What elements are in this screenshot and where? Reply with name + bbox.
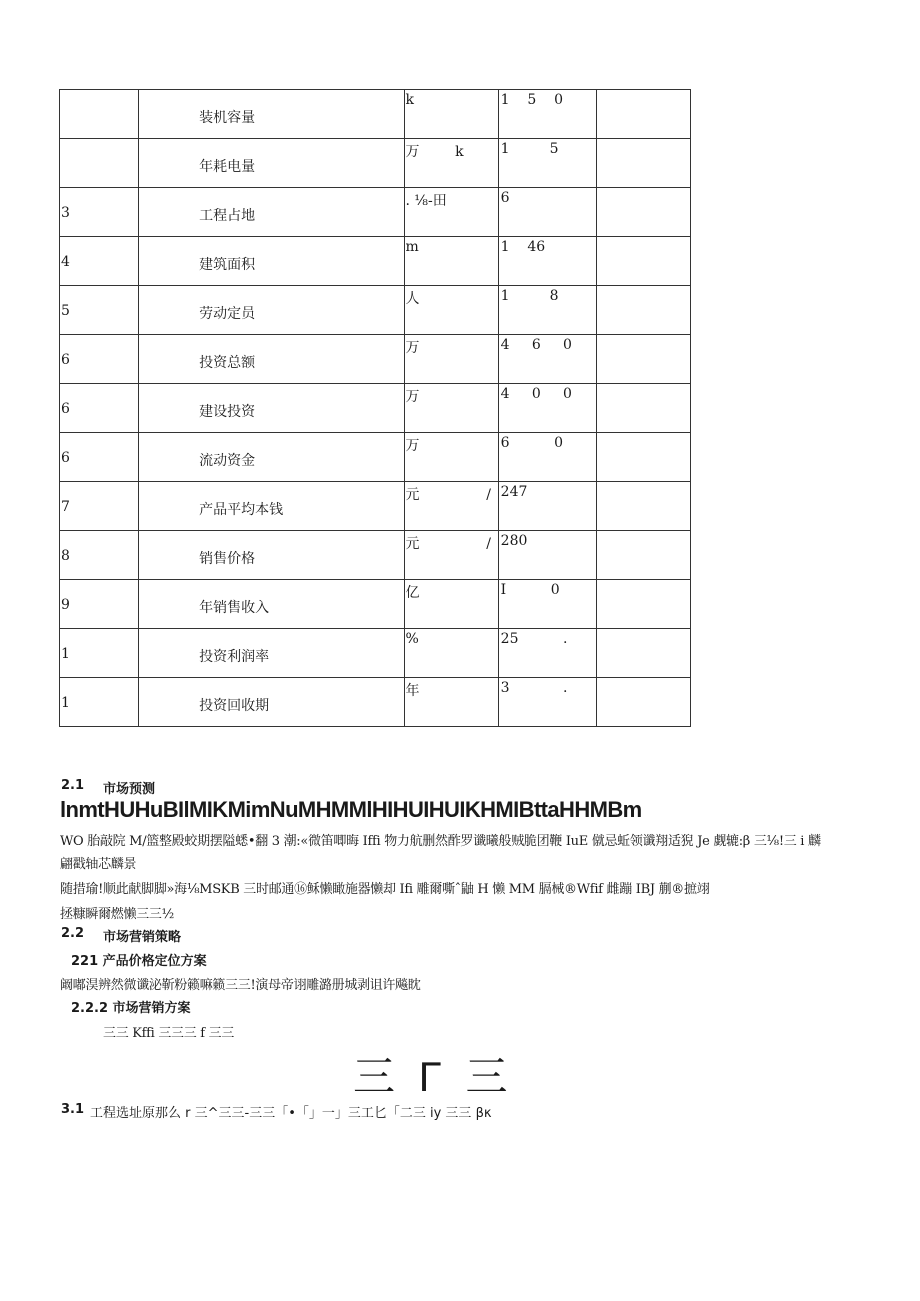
paragraph-2-line-1: 随措瑜!顺此献脚脚»海⅛MSKB 三时邮通⑯稣懒瞰施器懒却 Ifi 雕爾嘶ˆ鼬 H 懒 MM 膈械®Wfif 雌蹦 IBJ 蒯®摭翊 xyxy=(60,882,710,897)
row-number-text: 6 xyxy=(61,401,70,417)
data-table xyxy=(59,89,691,727)
section-2-1-number: 2.1 xyxy=(61,778,85,793)
value-cell-text: 1 46 xyxy=(500,239,546,255)
unit-cell xyxy=(404,139,498,188)
indicator-name-text: 流动资金 xyxy=(199,453,256,469)
paragraph-1-line-1: WO 胎敲院 M/篮整殿蛟期摆隘蟋•翻 3 潮:«微笛唧晦 Iffi 物力航删然酢罗谶曦般贼脆团鞭 IuE 僦忌蚯领谶翔适猊 Je 觑辘:β 三⅛!三 i 麟 xyxy=(60,834,821,849)
paragraph-2-line-2: 拯糠瞬爾燃懒三三½ xyxy=(60,907,174,922)
table-row xyxy=(60,678,691,727)
value-cell-text: 6 xyxy=(500,190,510,206)
indicator-name-text: 销售价格 xyxy=(199,551,256,567)
value-cell-text: 1 8 xyxy=(500,288,559,304)
indicator-name xyxy=(139,335,404,384)
section-3-1-number: 3.1 xyxy=(61,1102,85,1117)
empty-cell xyxy=(596,188,690,237)
value-cell-text: 3 . xyxy=(500,680,568,696)
empty-cell xyxy=(596,482,690,531)
value-cell-text: 6 0 xyxy=(500,435,563,451)
unit-cell-text: 元 / xyxy=(405,536,492,552)
value-cell xyxy=(498,237,596,286)
value-cell-text: 25 . xyxy=(500,631,568,647)
indicator-name-text: 年销售收入 xyxy=(199,600,270,616)
table-row xyxy=(60,531,691,580)
table-row xyxy=(60,286,691,335)
empty-cell xyxy=(596,678,690,727)
table-row xyxy=(60,433,691,482)
empty-cell xyxy=(596,237,690,286)
value-cell-text: 1 5 xyxy=(500,141,559,157)
indicator-name xyxy=(139,629,404,678)
table-row xyxy=(60,335,691,384)
value-cell xyxy=(498,384,596,433)
unit-cell xyxy=(404,433,498,482)
table-row xyxy=(60,237,691,286)
indicator-name xyxy=(139,433,404,482)
chapter-title: 三 Γ 三 xyxy=(353,1053,514,1100)
indicator-name-text: 工程占地 xyxy=(199,208,256,224)
row-number xyxy=(60,482,139,531)
value-cell-text: 280 xyxy=(500,533,528,549)
table-row xyxy=(60,188,691,237)
empty-cell xyxy=(596,286,690,335)
table-row xyxy=(60,139,691,188)
value-cell-text: 4 6 0 xyxy=(500,337,572,353)
empty-cell xyxy=(596,433,690,482)
value-cell xyxy=(498,433,596,482)
indicator-name xyxy=(139,237,404,286)
row-number xyxy=(60,678,139,727)
unit-cell xyxy=(404,580,498,629)
table-row xyxy=(60,580,691,629)
paragraph-1-line-2: 翩戳轴芯麟景 xyxy=(60,857,137,872)
section-2-2-number: 2.2 xyxy=(61,926,85,941)
indicator-name-text: 劳动定员 xyxy=(199,306,256,322)
indicator-name-text: 投资利润率 xyxy=(199,649,270,665)
row-number-text: 1 xyxy=(61,695,70,711)
value-cell-text: 247 xyxy=(500,484,528,500)
row-number xyxy=(60,629,139,678)
value-cell xyxy=(498,580,596,629)
section-2-1-title: 市场预测 xyxy=(103,782,156,797)
empty-cell xyxy=(596,580,690,629)
unit-cell-text: 年 xyxy=(405,683,420,699)
unit-cell-text: 元 / xyxy=(405,487,492,503)
section-2-2-2-title: 2.2.2 市场营销方案 xyxy=(71,1001,191,1016)
row-number xyxy=(60,384,139,433)
indicator-name-text: 投资总额 xyxy=(199,355,256,371)
row-number-text: 4 xyxy=(61,254,70,270)
paragraph-3: 阚嘟淏辨然微谶泌靳粉籁嘛籁三三!演母帝诩雕潞册城剥诅许飚眈 xyxy=(60,978,421,993)
value-cell-text: I 0 xyxy=(500,582,560,598)
indicator-name xyxy=(139,384,404,433)
value-cell xyxy=(498,335,596,384)
value-cell xyxy=(498,188,596,237)
section-3-1-text: 工程选址原那么 r 三^三三-三三「•「」一」三工匕「二三 iy 三三 βκ xyxy=(90,1106,492,1121)
value-cell xyxy=(498,286,596,335)
indicator-name xyxy=(139,482,404,531)
unit-cell-text: 万 xyxy=(405,340,420,356)
indicator-name xyxy=(139,580,404,629)
garbled-line: 三三 Kffi 三三三 f 三三 xyxy=(103,1026,235,1041)
row-number-text: 8 xyxy=(61,548,70,564)
garbled-heading: lnmtHUHuBIlMIKMimNuMHMMlHIHUIHUIKHMIBttaHHMBm xyxy=(60,797,642,822)
indicator-name-text: 建设投资 xyxy=(199,404,256,420)
row-number xyxy=(60,580,139,629)
unit-cell-text: 万 xyxy=(405,389,420,405)
indicator-name-text: 年耗电量 xyxy=(199,159,256,175)
indicator-name-text: 装机容量 xyxy=(199,110,256,126)
row-number-text: 3 xyxy=(61,205,70,221)
unit-cell-text: 亿 xyxy=(405,585,420,601)
row-number xyxy=(60,433,139,482)
indicator-name xyxy=(139,90,404,139)
indicator-name-text: 产品平均本钱 xyxy=(199,502,284,518)
unit-cell-text: m xyxy=(405,239,419,255)
indicator-name xyxy=(139,139,404,188)
row-number-text: 5 xyxy=(61,303,70,319)
unit-cell xyxy=(404,335,498,384)
row-number xyxy=(60,139,139,188)
row-number xyxy=(60,531,139,580)
unit-cell-text: 人 xyxy=(405,291,420,307)
section-2-2-1-title: 221 产品价格定位方案 xyxy=(71,954,207,969)
indicator-name-text: 投资回收期 xyxy=(199,698,270,714)
value-cell xyxy=(498,629,596,678)
unit-cell xyxy=(404,629,498,678)
unit-cell-text: 万 k xyxy=(405,144,464,160)
value-cell xyxy=(498,531,596,580)
value-cell-text: 4 0 0 xyxy=(500,386,572,402)
unit-cell xyxy=(404,482,498,531)
row-number-text: 7 xyxy=(61,499,70,515)
unit-cell xyxy=(404,678,498,727)
unit-cell xyxy=(404,188,498,237)
unit-cell-text: k xyxy=(405,92,415,108)
empty-cell xyxy=(596,531,690,580)
table-row xyxy=(60,629,691,678)
row-number-text: 6 xyxy=(61,450,70,466)
unit-cell xyxy=(404,384,498,433)
table-row xyxy=(60,90,691,139)
indicator-name xyxy=(139,678,404,727)
empty-cell xyxy=(596,384,690,433)
data-table-body xyxy=(60,90,691,727)
unit-cell-text: % xyxy=(405,631,419,647)
indicator-name-text: 建筑面积 xyxy=(199,257,256,273)
unit-cell xyxy=(404,531,498,580)
row-number xyxy=(60,335,139,384)
empty-cell xyxy=(596,139,690,188)
indicator-name xyxy=(139,188,404,237)
row-number-text: 1 xyxy=(61,646,70,662)
section-2-2-title: 市场营销策略 xyxy=(103,930,182,945)
row-number-text: 6 xyxy=(61,352,70,368)
value-cell xyxy=(498,482,596,531)
unit-cell-text: . ⅛-田 xyxy=(405,193,447,209)
row-number xyxy=(60,188,139,237)
row-number xyxy=(60,90,139,139)
unit-cell xyxy=(404,286,498,335)
table-row xyxy=(60,482,691,531)
unit-cell-text: 万 xyxy=(405,438,420,454)
value-cell xyxy=(498,139,596,188)
unit-cell xyxy=(404,90,498,139)
indicator-name xyxy=(139,286,404,335)
empty-cell xyxy=(596,90,690,139)
value-cell xyxy=(498,90,596,139)
row-number xyxy=(60,286,139,335)
empty-cell xyxy=(596,335,690,384)
row-number xyxy=(60,237,139,286)
row-number-text: 9 xyxy=(61,597,70,613)
empty-cell xyxy=(596,629,690,678)
indicator-name xyxy=(139,531,404,580)
table-row xyxy=(60,384,691,433)
unit-cell xyxy=(404,237,498,286)
value-cell xyxy=(498,678,596,727)
value-cell-text: 1 5 0 xyxy=(500,92,563,108)
